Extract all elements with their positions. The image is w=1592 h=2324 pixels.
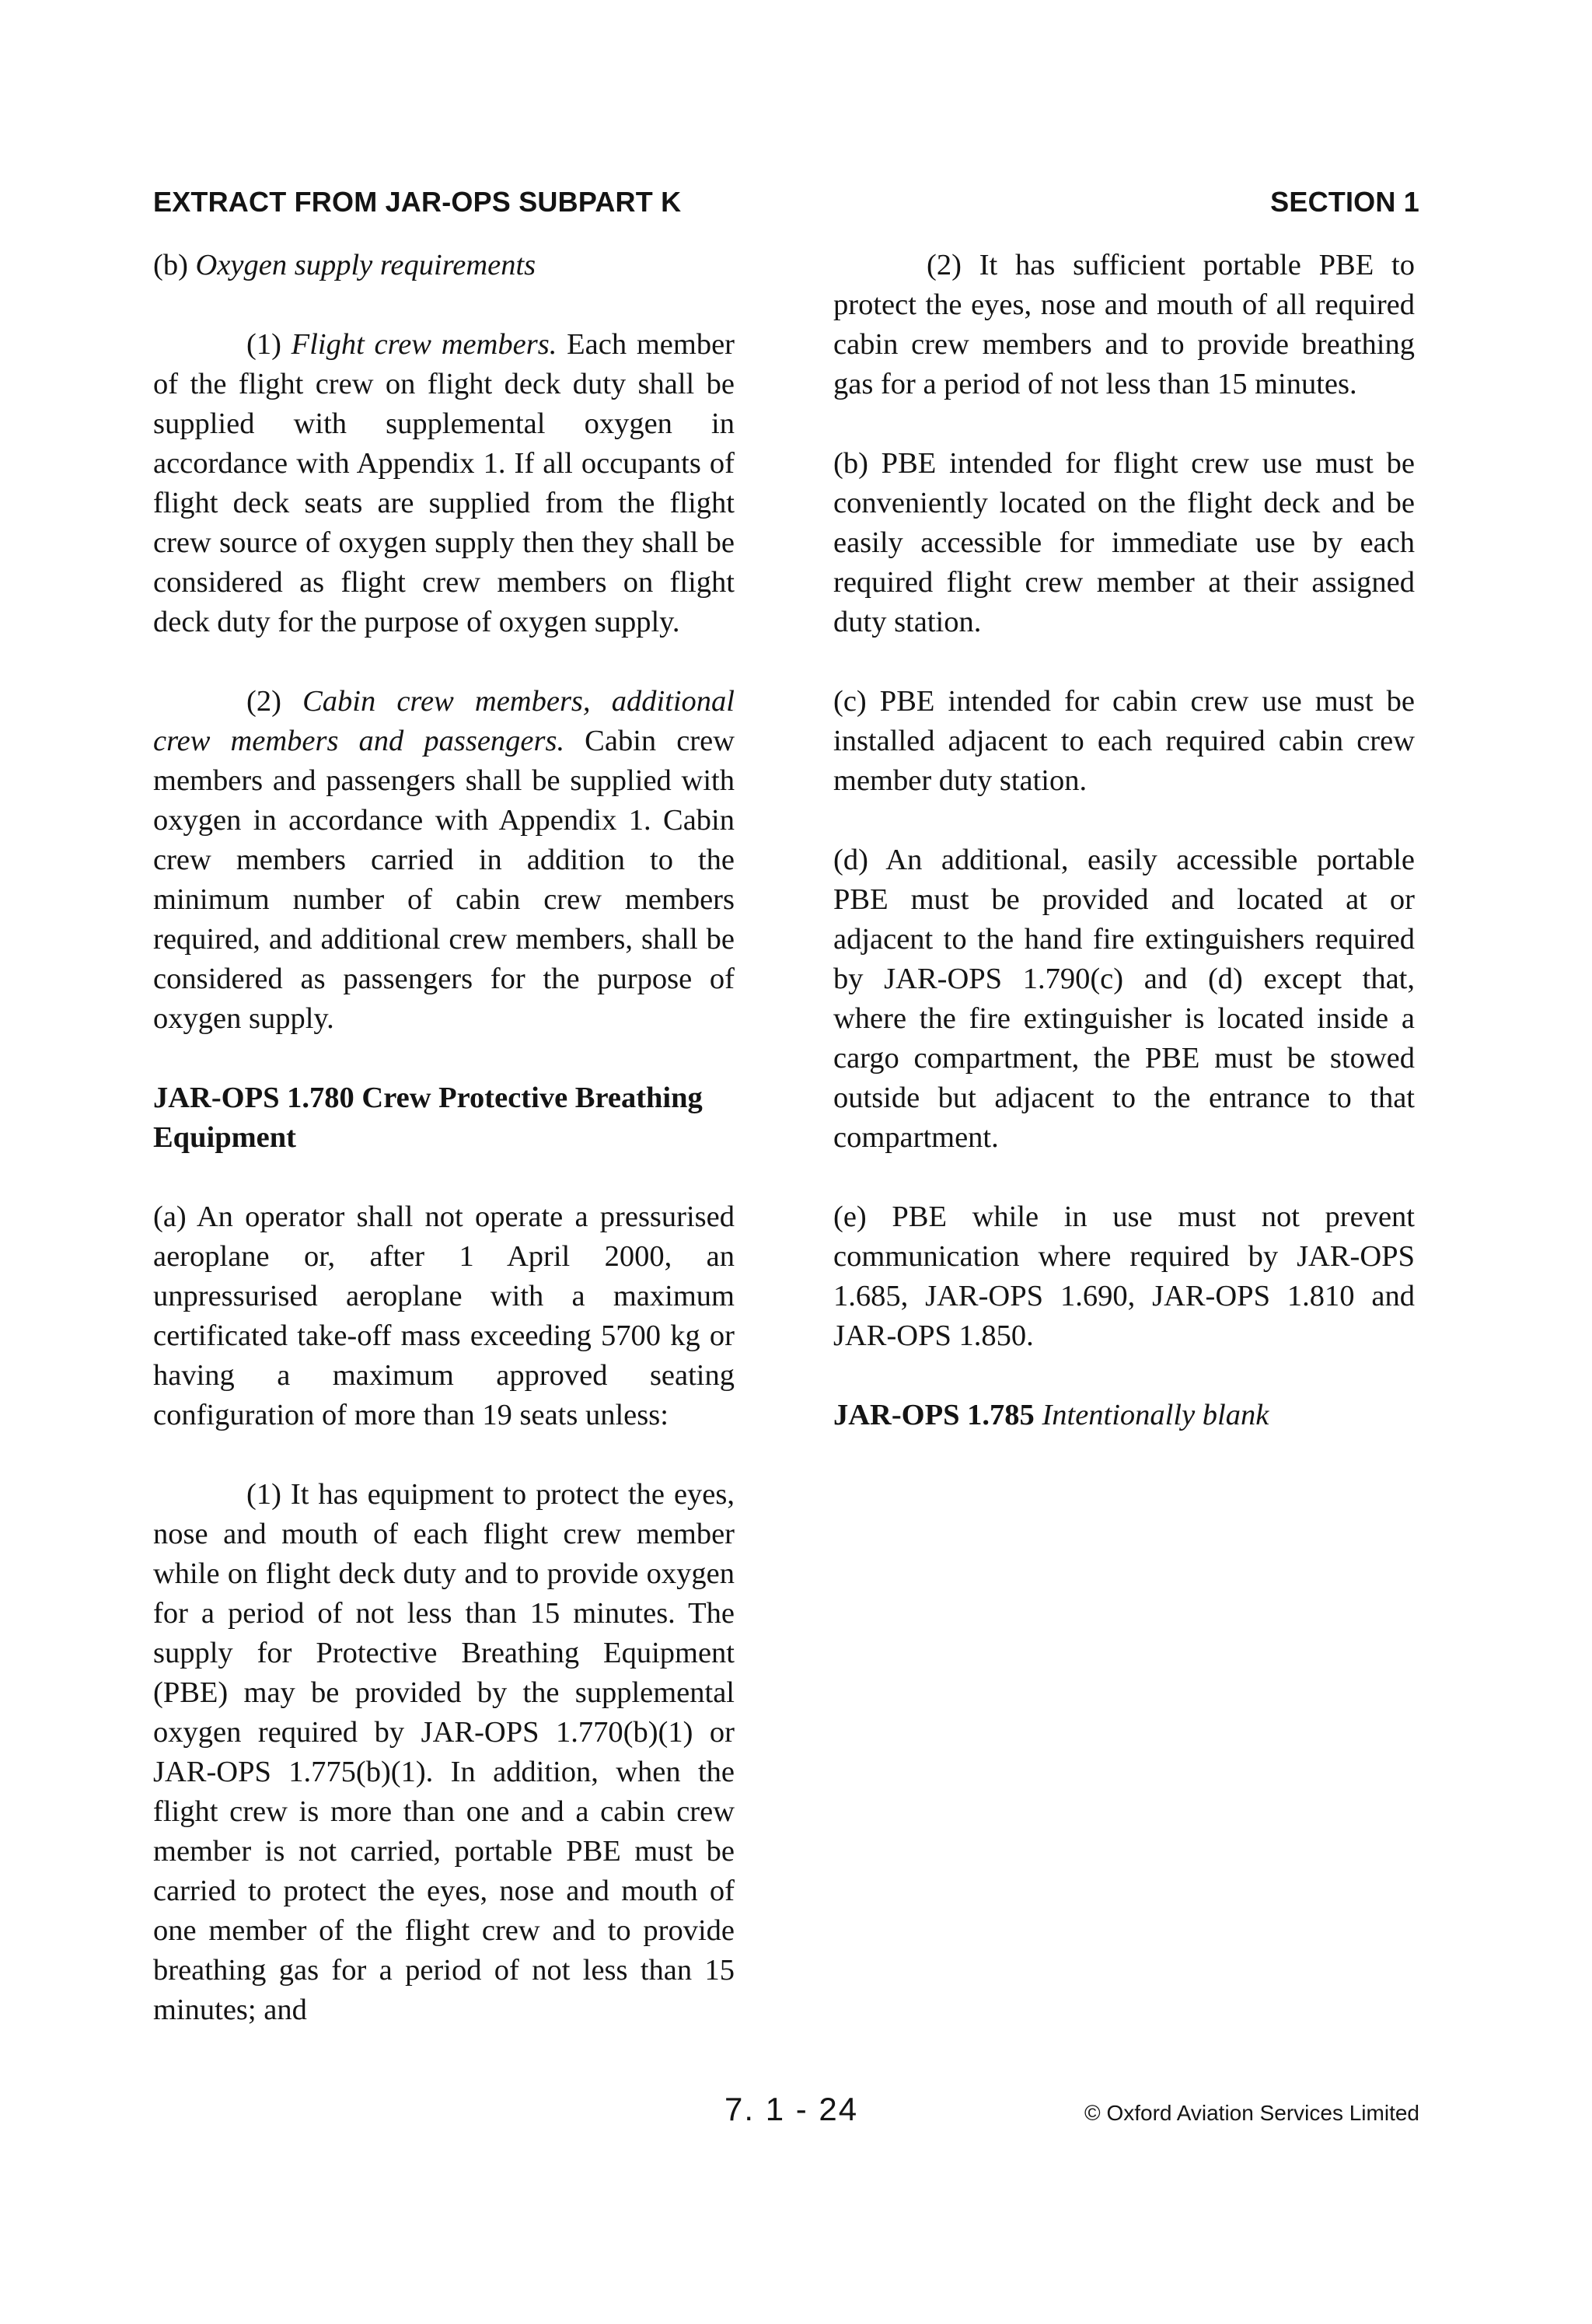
- paragraph-b2-label: (2): [246, 685, 303, 718]
- paragraph-right-c: (c) PBE intended for cabin crew use must be installed adjacent to each required cabin crew member duty station.: [833, 685, 1415, 797]
- right-column: [833, 246, 1415, 1475]
- paragraph-b-label: (b): [153, 249, 196, 281]
- section-heading-785: [833, 1396, 1415, 1435]
- heading-785-label: JAR-OPS 1.785: [833, 1399, 1035, 1431]
- paragraph-b2-title: Cabin crew members, additional crew members and passengers.: [153, 685, 735, 757]
- paragraph-right-d: (d) An additional, easily accessible portable PBE must be provided and located at or adjacent to the hand fire extinguishers required by JAR-OPS 1.790(c) and (d) except that, where the fire extinguisher is located inside a cargo compartment, the PBE must be stowed outside but adjacent to the entrance to that compartment.: [833, 844, 1415, 1154]
- heading-785-note: Intentionally blank: [1034, 1399, 1269, 1431]
- paragraph-b1-label: (1): [246, 328, 292, 361]
- paragraph-right-b: (b) PBE intended for flight crew use must be conveniently located on the flight deck and be easily accessible for immediate use by each required flight crew member at their assigned duty station.: [833, 447, 1415, 638]
- paragraph-b-heading: [153, 246, 735, 285]
- paragraph-a: (a) An operator shall not operate a pressurised aeroplane or, after 1 April 2000, an unpressurised aeroplane with a maximum certificated take-off mass exceeding 5700 kg or having a maximum approved seating configuration of more than 19 seats unless:: [153, 1200, 735, 1431]
- paragraph-a2: (2) It has sufficient portable PBE to protect the eyes, nose and mouth of all required cabin crew members and to provide breathing gas for a period of not less than 15 minutes.: [833, 249, 1415, 400]
- header-title: EXTRACT FROM JAR-OPS SUBPART K: [153, 186, 682, 218]
- paragraph-a1: (1) It has equipment to protect the eyes, nose and mouth of each flight crew member while on flight deck duty and to provide oxygen for a period of not less than 15 minutes. The supply for Protective Breathing Equipment (PBE) may be provided by the supplemental oxygen required by JAR-OPS 1.770(b)(1) or JAR-OPS 1.775(b)(1). In addition, when the flight crew is more than one and a cabin crew member is not carried, portable PBE must be carried to protect the eyes, nose and mouth of one member of the flight crew and to provide breathing gas for a period of not less than 15 minutes; and: [153, 1478, 735, 2026]
- paragraph-b-title: Oxygen supply requirements: [195, 249, 536, 281]
- paragraph-b1-text: Each member of the flight crew on flight deck duty shall be supplied with supplemental oxygen in accordance with Appendix 1. If all occupants of flight deck seats are supplied from the flight crew source of oxygen supply then they shall be considered as flight crew members on flight deck duty for the purpose of oxygen supply.: [153, 328, 735, 638]
- paragraph-b2: [153, 682, 735, 1039]
- copyright-notice: © Oxford Aviation Services Limited: [1084, 2101, 1419, 2125]
- left-column: [153, 246, 735, 2070]
- page-number: 7. 1 - 24: [724, 2091, 859, 2127]
- section-label: SECTION 1: [1270, 186, 1419, 218]
- paragraph-right-e: (e) PBE while in use must not prevent communication where required by JAR-OPS 1.685, JAR-OPS 1.690, JAR-OPS 1.810 and JAR-OPS 1.850.: [833, 1200, 1415, 1352]
- paragraph-b1: [153, 325, 735, 642]
- paragraph-b1-title: Flight crew members.: [291, 328, 557, 361]
- section-heading-780: JAR-OPS 1.780 Crew Protective Breathing Equipment: [153, 1082, 703, 1154]
- paragraph-b2-text: Cabin crew members and passengers shall be supplied with oxygen in accordance with Appendix 1. Cabin crew members carried in addition to the minimum number of cabin crew members required, and additional crew members, shall be considered as passengers for the purpose of oxygen supply.: [153, 725, 735, 1035]
